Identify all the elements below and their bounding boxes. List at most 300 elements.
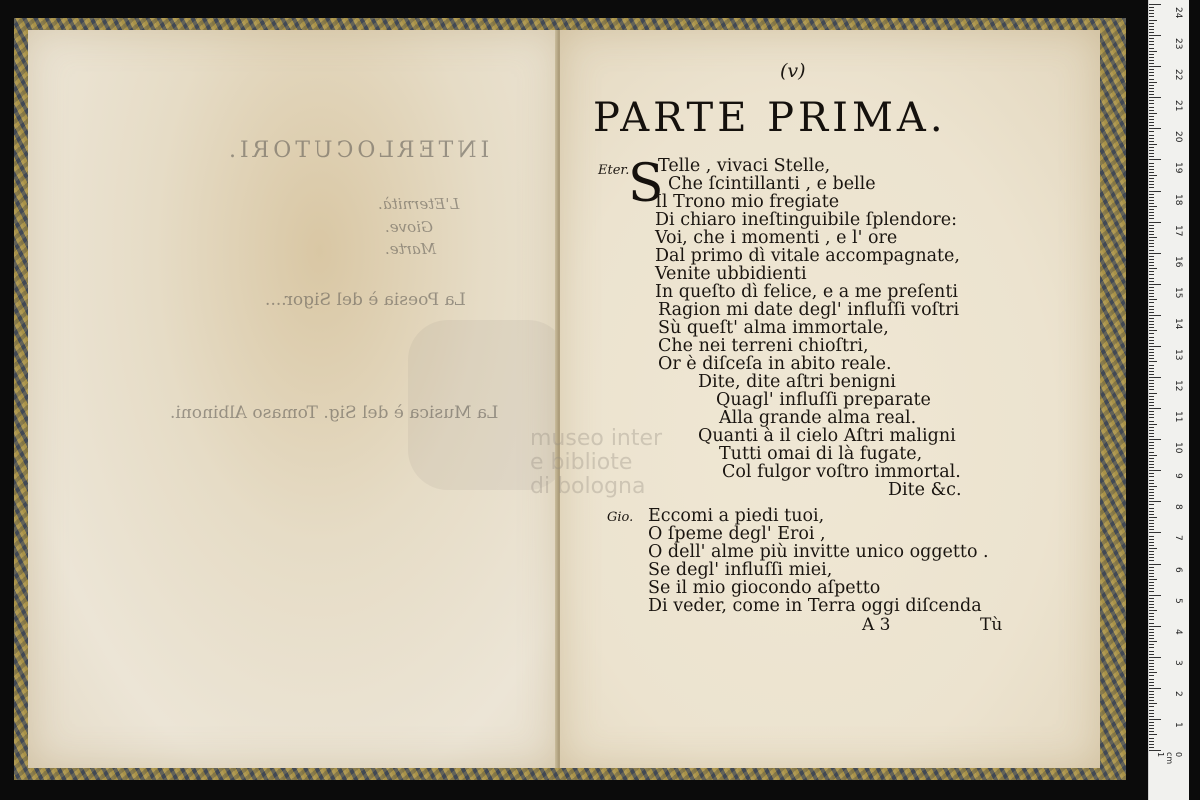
ruler-tick: [1149, 517, 1157, 518]
ruler-tick: [1149, 377, 1161, 378]
ruler-number: 19: [1173, 162, 1183, 174]
bleed-through-line: L'Eternità.: [378, 195, 460, 213]
ruler-tick: [1149, 159, 1161, 160]
ruler-tick: [1149, 284, 1161, 285]
ruler-tick: [1149, 573, 1154, 574]
ruler-tick: [1149, 706, 1154, 707]
ruler-tick: [1149, 343, 1154, 344]
bleed-through-musica: La Musica è del Sig. Tomaso Albinoni.: [170, 403, 499, 423]
ruler-number: 8: [1173, 504, 1183, 511]
ruler-tick: [1149, 259, 1154, 260]
verse-line: Voi, che i momenti , e l' ore: [655, 228, 898, 248]
ruler-tick: [1149, 738, 1154, 739]
ruler-tick: [1149, 697, 1154, 698]
ruler-tick: [1149, 10, 1154, 11]
ruler-tick: [1149, 184, 1154, 185]
ruler-tick: [1149, 417, 1154, 418]
ruler-tick: [1149, 35, 1161, 36]
speaker-label: Eter.: [598, 163, 630, 178]
ruler-tick: [1149, 430, 1154, 431]
ruler-tick: [1149, 228, 1154, 229]
ruler-tick: [1149, 511, 1154, 512]
ruler-number: 22: [1173, 69, 1183, 81]
ruler-tick: [1149, 231, 1154, 232]
ruler-number: 13: [1173, 348, 1183, 361]
ruler-tick: [1149, 585, 1154, 586]
ruler-tick: [1149, 548, 1157, 549]
ruler-tick: [1149, 365, 1154, 366]
ruler-tick: [1149, 125, 1154, 126]
ruler-tick: [1149, 94, 1154, 95]
ruler-tick: [1149, 100, 1154, 101]
ruler-tick: [1149, 368, 1154, 369]
ruler-tick: [1149, 88, 1154, 89]
ruler-tick: [1149, 169, 1154, 170]
ruler-tick: [1149, 312, 1154, 313]
ruler-tick: [1149, 128, 1161, 129]
ruler-tick: [1149, 256, 1154, 257]
ruler-tick: [1149, 20, 1157, 21]
ruler-tick: [1149, 253, 1161, 254]
verse-line: In queſto dì felice, e a me preſenti: [655, 282, 958, 302]
ruler-tick: [1149, 135, 1154, 136]
verse-line: Eccomi a piedi tuoi,: [648, 506, 825, 526]
ruler-tick: [1149, 299, 1157, 300]
watermark-line: museo inter: [530, 426, 663, 451]
ruler-tick: [1149, 290, 1154, 291]
verse-line: Ragion mi date degl' influſſi voſtri: [658, 300, 960, 320]
ruler-tick: [1149, 734, 1157, 735]
ruler-tick: [1149, 439, 1161, 440]
ruler-tick: [1149, 82, 1157, 83]
ruler-tick: [1149, 551, 1154, 552]
verse-line: Che ſcintillanti , e belle: [668, 174, 876, 194]
bleed-through-poesia: La Poesia è del Sigor....: [265, 290, 466, 310]
page-number: (v): [780, 60, 806, 82]
ruler-tick: [1149, 346, 1161, 347]
ruler-tick: [1149, 44, 1154, 45]
ruler-tick: [1149, 222, 1161, 223]
ruler-tick: [1149, 302, 1154, 303]
ruler-tick: [1149, 281, 1154, 282]
ruler-tick: [1149, 361, 1157, 362]
ruler-tick: [1149, 651, 1154, 652]
ruler-tick: [1149, 309, 1154, 310]
ruler-tick: [1149, 333, 1154, 334]
ruler-number: 20: [1173, 131, 1183, 143]
ruler-tick: [1149, 638, 1154, 639]
ruler-tick: [1149, 635, 1154, 636]
ruler-tick: [1149, 445, 1154, 446]
ruler-tick: [1149, 63, 1154, 64]
ruler-tick: [1149, 483, 1154, 484]
ruler-tick: [1149, 719, 1161, 720]
ruler-number: 6: [1173, 566, 1183, 573]
measuring-ruler: [1148, 0, 1189, 800]
ruler-tick: [1149, 262, 1154, 263]
ruler-tick: [1149, 97, 1161, 98]
ruler-tick: [1149, 66, 1161, 67]
verse-line: Or è diſceſa in abito reale.: [658, 354, 892, 374]
verse-line: Alla grande alma real.: [719, 408, 917, 428]
ruler-tick: [1149, 54, 1154, 55]
ruler-tick: [1149, 520, 1154, 521]
ruler-tick: [1149, 495, 1154, 496]
ruler-tick: [1149, 122, 1154, 123]
ruler-number: 9: [1173, 473, 1183, 479]
ruler-tick: [1149, 470, 1161, 471]
ruler-tick: [1149, 560, 1154, 561]
ruler-number: 3: [1173, 659, 1183, 666]
ruler-tick: [1149, 626, 1161, 627]
ruler-tick: [1149, 728, 1154, 729]
ruler-tick: [1149, 26, 1154, 27]
ruler-tick: [1149, 166, 1154, 167]
ruler-tick: [1149, 141, 1154, 142]
verse-line: Il Trono mio fregiate: [655, 192, 840, 212]
ruler-tick: [1149, 476, 1154, 477]
ruler-tick: [1149, 557, 1154, 558]
ruler-tick: [1149, 480, 1154, 481]
ruler-tick: [1149, 529, 1154, 530]
ruler-tick: [1149, 641, 1157, 642]
ruler-tick: [1149, 591, 1154, 592]
ruler-tick: [1149, 623, 1154, 624]
verse-line: Venite ubbidienti: [655, 264, 807, 284]
ruler-tick: [1149, 218, 1154, 219]
ruler-tick: [1149, 79, 1154, 80]
ruler-tick: [1149, 103, 1154, 104]
ruler-tick: [1149, 41, 1154, 42]
ruler-tick: [1149, 175, 1157, 176]
ruler-tick: [1149, 13, 1154, 14]
ruler-tick: [1149, 713, 1154, 714]
ruler-tick: [1149, 119, 1154, 120]
signature-mark: A 3: [862, 615, 891, 635]
ruler-tick: [1149, 576, 1154, 577]
ruler-tick: [1149, 632, 1154, 633]
ruler-tick: [1149, 374, 1154, 375]
verse-line: Sù queſt' alma immortale,: [658, 318, 889, 338]
ruler-tick: [1149, 442, 1154, 443]
ruler-tick: [1149, 663, 1154, 664]
ruler-tick: [1149, 501, 1161, 502]
verse-line: Col fulgor voſtro immortal.: [722, 462, 961, 482]
bleed-through-line: Giove.: [385, 218, 433, 236]
ruler-tick: [1149, 321, 1154, 322]
ruler-tick: [1149, 181, 1154, 182]
ruler-tick: [1149, 271, 1154, 272]
ruler-tick: [1149, 607, 1154, 608]
ruler-tick: [1149, 69, 1154, 70]
ruler-number: 15: [1173, 286, 1183, 299]
ruler-tick: [1149, 324, 1154, 325]
ruler-tick: [1149, 433, 1154, 434]
ruler-tick: [1149, 675, 1154, 676]
ruler-tick: [1149, 293, 1154, 294]
page-heading: PARTE PRIMA.: [593, 95, 947, 141]
ruler-tick: [1149, 116, 1154, 117]
ruler-tick: [1149, 315, 1161, 316]
ruler-tick: [1149, 616, 1154, 617]
ruler-unit-label: 0 cm 1: [1156, 752, 1183, 765]
ruler-tick: [1149, 682, 1154, 683]
ruler-tick: [1149, 178, 1154, 179]
ruler-tick: [1149, 424, 1157, 425]
ruler-tick: [1149, 191, 1161, 192]
ruler-tick: [1149, 647, 1154, 648]
ruler-tick: [1149, 389, 1154, 390]
library-watermark: [530, 427, 662, 499]
ruler-tick: [1149, 508, 1154, 509]
ruler-tick: [1149, 399, 1154, 400]
ruler-tick: [1149, 741, 1154, 742]
ruler-tick: [1149, 579, 1157, 580]
ruler-tick: [1149, 601, 1154, 602]
ruler-tick: [1149, 448, 1154, 449]
ruler-tick: [1149, 51, 1157, 52]
ruler-tick: [1149, 514, 1154, 515]
ruler-tick: [1149, 16, 1154, 17]
ruler-number: 14: [1173, 317, 1183, 330]
ruler-tick: [1149, 337, 1154, 338]
ruler-tick: [1149, 554, 1154, 555]
ruler-tick: [1149, 349, 1154, 350]
ruler-tick: [1149, 725, 1154, 726]
ruler-number: 17: [1173, 224, 1183, 237]
ruler-tick: [1149, 486, 1157, 487]
ruler-tick: [1149, 38, 1154, 39]
ruler-tick: [1149, 225, 1154, 226]
ruler-tick: [1149, 153, 1154, 154]
ruler-tick: [1149, 604, 1154, 605]
ruler-number: 24: [1173, 7, 1183, 19]
ruler-tick: [1149, 747, 1154, 748]
drop-cap: S: [628, 154, 664, 214]
bleed-through-title: INTERLOCUTORI.: [225, 138, 490, 163]
verse-line: Quanti à il cielo Aſtri maligni: [698, 426, 956, 446]
ruler-tick: [1149, 200, 1154, 201]
ruler-tick: [1149, 744, 1154, 745]
ruler-tick: [1149, 700, 1154, 701]
ruler-tick: [1149, 542, 1154, 543]
ruler-tick: [1149, 657, 1161, 658]
ruler-tick: [1149, 246, 1154, 247]
bleed-through-line: Marte.: [385, 240, 437, 258]
ruler-tick: [1149, 694, 1154, 695]
ruler-tick: [1149, 452, 1154, 453]
ruler-tick: [1149, 489, 1154, 490]
verse-line: O dell' alme più invitte unico oggetto .: [648, 542, 989, 562]
ruler-tick: [1149, 588, 1154, 589]
ruler-tick: [1149, 274, 1154, 275]
ruler-tick: [1149, 595, 1161, 596]
ruler-tick: [1149, 386, 1154, 387]
verse-line: Dal primo dì vitale accompagnate,: [655, 246, 960, 266]
ruler-tick: [1149, 250, 1154, 251]
ruler-tick: [1149, 75, 1154, 76]
ruler-tick: [1149, 57, 1154, 58]
ruler-tick: [1149, 523, 1154, 524]
verse-line: Quagl' influſſi preparate: [716, 390, 931, 410]
ruler-number: 21: [1173, 100, 1183, 112]
ruler-tick: [1149, 197, 1154, 198]
ruler-tick: [1149, 396, 1154, 397]
ruler-tick: [1149, 492, 1154, 493]
verse-line: Se degl' influſſi miei,: [648, 560, 833, 580]
verse-line: Dite, dite aſtri benigni: [698, 372, 896, 392]
ruler-tick: [1149, 405, 1154, 406]
watermark-line: di bologna: [530, 474, 646, 499]
ruler-tick: [1149, 619, 1154, 620]
ruler-tick: [1149, 498, 1154, 499]
ruler-tick: [1149, 327, 1154, 328]
ruler-tick: [1149, 380, 1154, 381]
ruler-tick: [1149, 72, 1154, 73]
ruler-tick: [1149, 243, 1154, 244]
ruler-tick: [1149, 669, 1154, 670]
ruler-tick: [1149, 411, 1154, 412]
ruler-tick: [1149, 716, 1154, 717]
verse-line: Di chiaro ineſtinguibile ſplendore:: [655, 210, 958, 230]
ruler-tick: [1149, 194, 1154, 195]
ruler-tick: [1149, 660, 1154, 661]
ruler-tick: [1149, 187, 1154, 188]
ruler-tick: [1149, 613, 1154, 614]
ruler-tick: [1149, 467, 1154, 468]
ruler-tick: [1149, 461, 1154, 462]
ruler-tick: [1149, 85, 1154, 86]
ruler-number: 1: [1173, 721, 1183, 728]
ruler-tick: [1149, 629, 1154, 630]
ruler-tick: [1149, 215, 1154, 216]
ruler-tick: [1149, 212, 1154, 213]
ruler-number: 7: [1173, 535, 1183, 542]
ruler-tick: [1149, 402, 1154, 403]
ruler-tick: [1149, 532, 1161, 533]
ruler-tick: [1149, 436, 1154, 437]
verse-line: Di veder, come in Terra oggi diſcenda: [648, 596, 982, 616]
speaker-label: Gio.: [607, 510, 634, 525]
ruler-tick: [1149, 113, 1157, 114]
ruler-tick: [1149, 150, 1154, 151]
ruler-tick: [1149, 710, 1154, 711]
ruler-tick: [1149, 265, 1154, 266]
ruler-tick: [1149, 278, 1154, 279]
ruler-tick: [1149, 206, 1157, 207]
ruler-tick: [1149, 536, 1154, 537]
ruler-tick: [1149, 29, 1154, 30]
ruler-tick: [1149, 163, 1154, 164]
ruler-tick: [1149, 268, 1157, 269]
ruler-tick: [1149, 23, 1154, 24]
catchword: Tù: [980, 615, 1003, 635]
ruler-tick: [1149, 703, 1157, 704]
ruler-tick: [1149, 156, 1154, 157]
ruler-tick: [1149, 131, 1154, 132]
ruler-tick: [1149, 427, 1154, 428]
ruler-tick: [1149, 138, 1154, 139]
ruler-tick: [1149, 598, 1154, 599]
verse-line: Telle , vivaci Stelle,: [658, 156, 831, 176]
ruler-tick: [1149, 107, 1154, 108]
ruler-tick: [1149, 393, 1157, 394]
ruler-tick: [1149, 318, 1154, 319]
ruler-tick: [1149, 383, 1154, 384]
ruler-tick: [1149, 545, 1154, 546]
ruler-tick: [1149, 352, 1154, 353]
ruler-tick: [1149, 48, 1154, 49]
ruler-tick: [1149, 287, 1154, 288]
ruler-tick: [1149, 144, 1157, 145]
ruler-tick: [1149, 330, 1157, 331]
ruler-tick: [1149, 458, 1154, 459]
verse-line: Tutti omai di là fugate,: [719, 444, 923, 464]
ruler-tick: [1149, 464, 1154, 465]
ruler-tick: [1149, 203, 1154, 204]
ruler-tick: [1149, 358, 1154, 359]
ruler-tick: [1149, 110, 1154, 111]
ruler-number: 4: [1173, 628, 1183, 635]
ruler-tick: [1149, 750, 1161, 751]
ruler-tick: [1149, 296, 1154, 297]
ruler-tick: [1149, 539, 1154, 540]
ruler-number: 16: [1173, 255, 1183, 268]
verse-line: Se il mio giocondo aſpetto: [648, 578, 881, 598]
ruler-tick: [1149, 371, 1154, 372]
ruler-number: 23: [1173, 38, 1183, 50]
watermark-line: e bibliote: [530, 450, 633, 475]
ruler-tick: [1149, 234, 1154, 235]
ruler-tick: [1149, 172, 1154, 173]
ruler-tick: [1149, 644, 1154, 645]
ruler-tick: [1149, 421, 1154, 422]
ruler-number: 12: [1173, 380, 1183, 392]
ruler-tick: [1149, 240, 1154, 241]
verse-line: O ſpeme degl' Eroi ,: [648, 524, 826, 544]
ruler-number: 11: [1173, 411, 1183, 423]
ruler-number: 2: [1173, 690, 1183, 697]
ruler-tick: [1149, 147, 1154, 148]
verse-line: Dite &c.: [888, 480, 962, 500]
ruler-tick: [1149, 731, 1154, 732]
ruler-number: 10: [1173, 442, 1183, 454]
ruler-tick: [1149, 7, 1154, 8]
ruler-tick: [1149, 340, 1154, 341]
ruler-tick: [1149, 679, 1154, 680]
ruler-tick: [1149, 564, 1161, 565]
ruler-tick: [1149, 32, 1154, 33]
ruler-tick: [1149, 237, 1157, 238]
ruler-tick: [1149, 666, 1154, 667]
ruler-tick: [1149, 306, 1154, 307]
ruler-tick: [1149, 209, 1154, 210]
ruler-tick: [1149, 691, 1154, 692]
ruler-tick: [1149, 504, 1154, 505]
ruler-tick: [1149, 567, 1154, 568]
ruler-tick: [1149, 4, 1161, 5]
ruler-tick: [1149, 414, 1154, 415]
ruler-tick: [1149, 654, 1154, 655]
ruler-tick: [1149, 91, 1154, 92]
verse-line: Che nei terreni chioſtri,: [658, 336, 869, 356]
ruler-tick: [1149, 672, 1157, 673]
ruler-tick: [1149, 408, 1161, 409]
ruler-tick: [1149, 60, 1154, 61]
ruler-tick: [1149, 455, 1157, 456]
ruler-tick: [1149, 526, 1154, 527]
ruler-tick: [1149, 685, 1154, 686]
